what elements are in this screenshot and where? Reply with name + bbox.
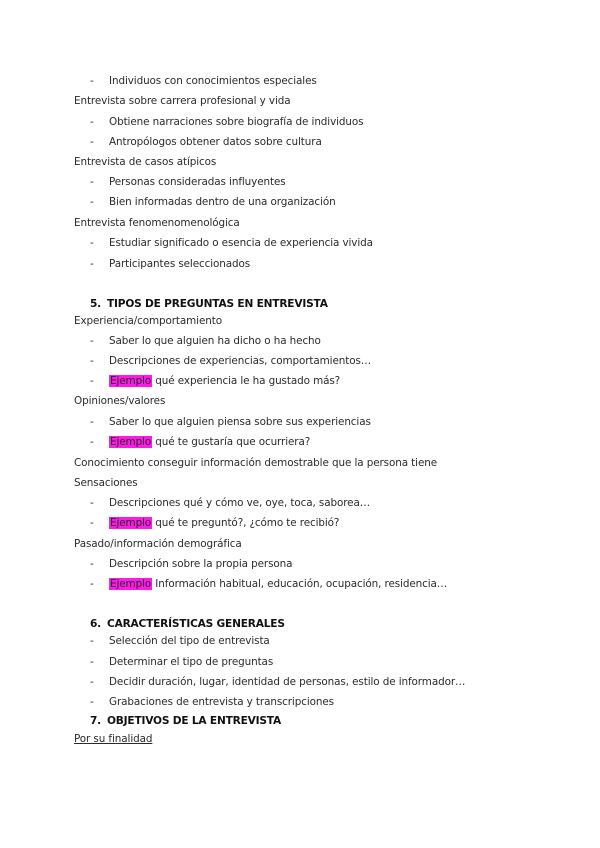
bullet-item bbox=[90, 354, 371, 368]
bullet-dash: - bbox=[90, 237, 94, 249]
bullet-dash: - bbox=[90, 375, 94, 387]
bullet-text: Personas consideradas influyentes bbox=[109, 176, 286, 188]
bullet-dash: - bbox=[90, 75, 94, 87]
interview-type-label: Entrevista de casos atípicos bbox=[74, 156, 217, 168]
bullet-item bbox=[90, 675, 465, 689]
bullet-item bbox=[90, 135, 322, 149]
bullet-item bbox=[90, 115, 363, 129]
example-item bbox=[90, 374, 340, 388]
example-text: Información habitual, educación, ocupación, residencia… bbox=[152, 578, 448, 590]
bullet-text: Descripciones de experiencias, comportamientos… bbox=[109, 355, 372, 367]
question-type-label: Opiniones/valores bbox=[74, 395, 166, 407]
bullet-dash: - bbox=[90, 558, 94, 570]
example-highlight: Ejemplo bbox=[110, 578, 152, 590]
bullet-dash: - bbox=[90, 116, 94, 128]
bullet-item bbox=[90, 634, 270, 648]
bullet-item bbox=[90, 655, 273, 669]
bullet-dash: - bbox=[90, 136, 94, 148]
bullet-text: Estudiar significado o esencia de experiencia vivida bbox=[109, 237, 373, 249]
interview-type-label: Entrevista fenomenomenológica bbox=[74, 217, 240, 229]
example-item bbox=[90, 577, 447, 591]
bullet-text: Antropólogos obtener datos sobre cultura bbox=[109, 136, 322, 148]
bullet-dash: - bbox=[90, 517, 94, 529]
question-type-label: Pasado/información demográfica bbox=[74, 538, 242, 550]
bullet-dash: - bbox=[90, 258, 94, 270]
bullet-text: Selección del tipo de entrevista bbox=[109, 635, 270, 647]
section-heading bbox=[90, 714, 281, 728]
bullet-item bbox=[90, 175, 286, 189]
bullet-text: Saber lo que alguien ha dicho o ha hecho bbox=[109, 335, 321, 347]
example-text: qué experiencia le ha gustado más? bbox=[152, 375, 341, 387]
bullet-dash: - bbox=[90, 635, 94, 647]
bullet-text: Determinar el tipo de preguntas bbox=[109, 656, 274, 668]
bullet-dash: - bbox=[90, 196, 94, 208]
bullet-dash: - bbox=[90, 355, 94, 367]
bullet-item bbox=[90, 415, 371, 429]
bullet-item bbox=[90, 257, 250, 271]
bullet-text: Decidir duración, lugar, identidad de personas, estilo de informador… bbox=[109, 676, 466, 688]
subsection-label: Por su finalidad bbox=[74, 733, 153, 745]
bullet-dash: - bbox=[90, 696, 94, 708]
bullet-text: Bien informadas dentro de una organización bbox=[109, 196, 336, 208]
bullet-text: Descripciones qué y cómo ve, oye, toca, saborea… bbox=[109, 497, 371, 509]
bullet-item bbox=[90, 236, 373, 250]
bullet-dash: - bbox=[90, 416, 94, 428]
bullet-item bbox=[90, 334, 321, 348]
section-number: 7. bbox=[90, 715, 101, 727]
question-type-label: Conocimiento conseguir información demostrable que la persona tiene bbox=[74, 457, 438, 469]
section-number: 6. bbox=[90, 618, 101, 630]
example-text: qué te gustaría que ocurriera? bbox=[152, 436, 311, 448]
interview-type-label: Entrevista sobre carrera profesional y vida bbox=[74, 95, 291, 107]
question-type-label: Sensaciones bbox=[74, 477, 138, 489]
bullet-dash: - bbox=[90, 497, 94, 509]
bullet-text: Obtiene narraciones sobre biografía de individuos bbox=[109, 116, 364, 128]
bullet-item bbox=[90, 496, 370, 510]
question-type-label: Experiencia/comportamiento bbox=[74, 315, 222, 327]
section-title: OBJETIVOS DE LA ENTREVISTA bbox=[107, 715, 282, 727]
example-text: qué te preguntó?, ¿cómo te recibió? bbox=[152, 517, 340, 529]
section-number: 5. bbox=[90, 298, 101, 310]
bullet-text: Participantes seleccionados bbox=[109, 258, 251, 270]
bullet-dash: - bbox=[90, 656, 94, 668]
bullet-text: Grabaciones de entrevista y transcripciones bbox=[109, 696, 334, 708]
bullet-dash: - bbox=[90, 578, 94, 590]
bullet-text: Saber lo que alguien piensa sobre sus experiencias bbox=[109, 416, 371, 428]
bullet-dash: - bbox=[90, 335, 94, 347]
bullet-dash: - bbox=[90, 676, 94, 688]
example-highlight: Ejemplo bbox=[110, 517, 152, 529]
section-heading bbox=[90, 297, 328, 311]
bullet-item bbox=[90, 195, 336, 209]
section-title: CARACTERÍSTICAS GENERALES bbox=[107, 618, 285, 630]
example-item bbox=[90, 516, 339, 530]
section-title: TIPOS DE PREGUNTAS EN ENTREVISTA bbox=[107, 298, 328, 310]
bullet-dash: - bbox=[90, 436, 94, 448]
example-highlight: Ejemplo bbox=[110, 375, 152, 387]
bullet-text: Descripción sobre la propia persona bbox=[109, 558, 293, 570]
bullet-item bbox=[90, 695, 334, 709]
bullet-item bbox=[90, 557, 292, 571]
bullet-item bbox=[90, 74, 317, 88]
example-highlight: Ejemplo bbox=[110, 436, 152, 448]
bullet-dash: - bbox=[90, 176, 94, 188]
section-heading bbox=[90, 617, 285, 631]
example-item bbox=[90, 435, 310, 449]
bullet-text: Individuos con conocimientos especiales bbox=[109, 75, 317, 87]
